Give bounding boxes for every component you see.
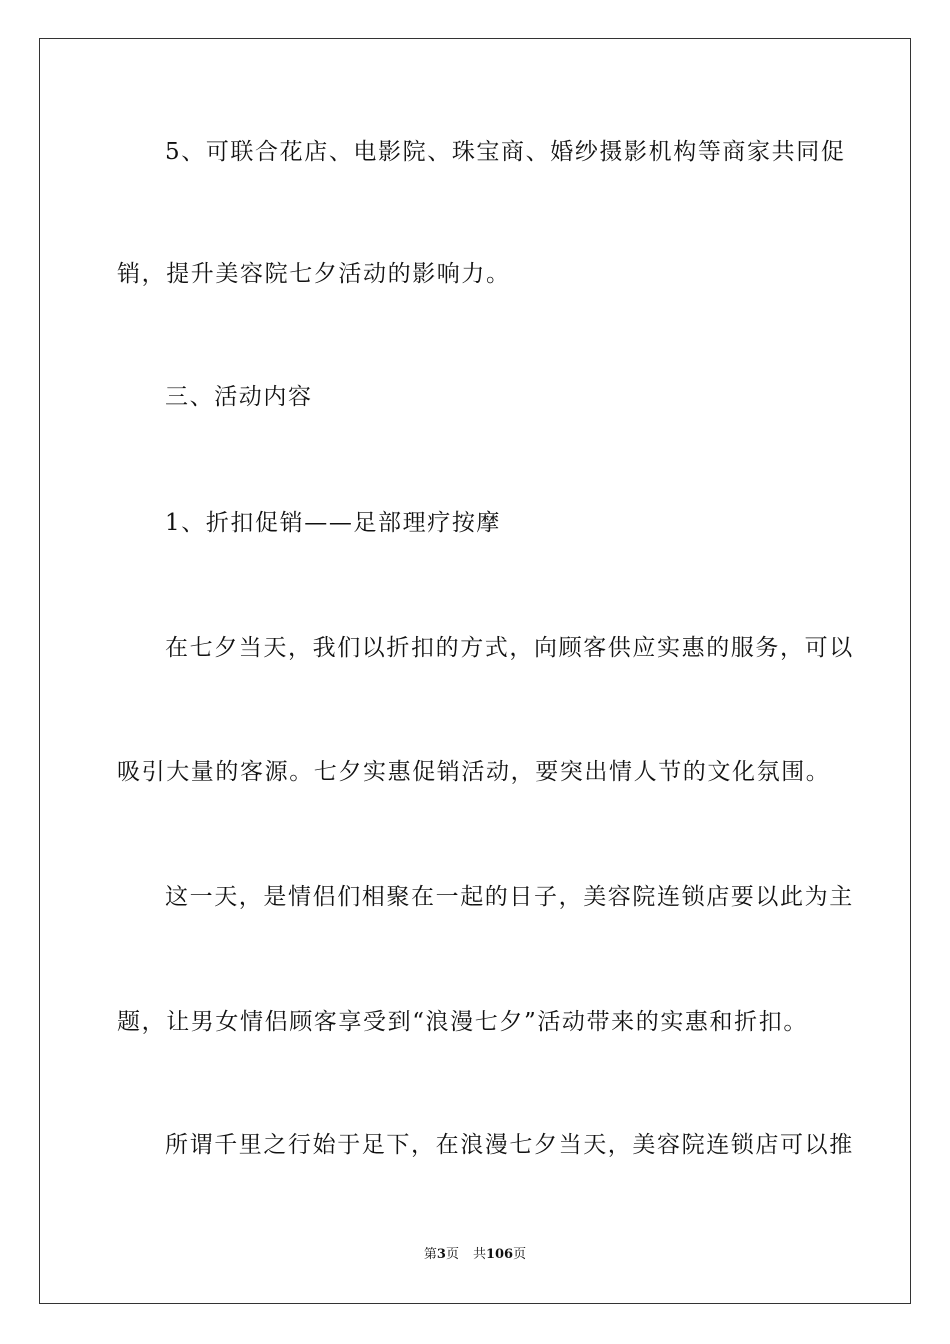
- paragraph-line-2: 销，提升美容院七夕活动的影响力。: [117, 261, 511, 287]
- total-prefix: 共: [472, 1247, 486, 1262]
- total-suffix: 页: [513, 1247, 527, 1262]
- page-number: 3: [436, 1247, 446, 1262]
- page-footer: [0, 1246, 950, 1264]
- paragraph-line-1: 5、可联合花店、电影院、珠宝商、婚纱摄影机构等商家共同促: [165, 139, 846, 165]
- paragraph-line-8: 题，让男女情侣顾客享受到“浪漫七夕”活动带来的实惠和折扣。: [117, 1009, 808, 1035]
- paragraph-line-9: 所谓千里之行始于足下，在浪漫七夕当天，美容院连锁店可以推: [165, 1132, 854, 1158]
- page-prefix: 第: [423, 1247, 437, 1262]
- subsection-heading: 1、折扣促销——足部理疗按摩: [165, 510, 502, 536]
- total-pages: 106: [485, 1247, 514, 1262]
- paragraph-line-6: 吸引大量的客源。七夕实惠促销活动，要突出情人节的文化氛围。: [117, 759, 831, 785]
- page-suffix: 页: [445, 1247, 459, 1262]
- paragraph-line-5: 在七夕当天，我们以折扣的方式，向顾客供应实惠的服务，可以: [165, 635, 854, 661]
- paragraph-line-7: 这一天，是情侣们相聚在一起的日子，美容院连锁店要以此为主: [165, 884, 854, 910]
- section-heading: 三、活动内容: [165, 384, 313, 410]
- page-border: [39, 38, 911, 1304]
